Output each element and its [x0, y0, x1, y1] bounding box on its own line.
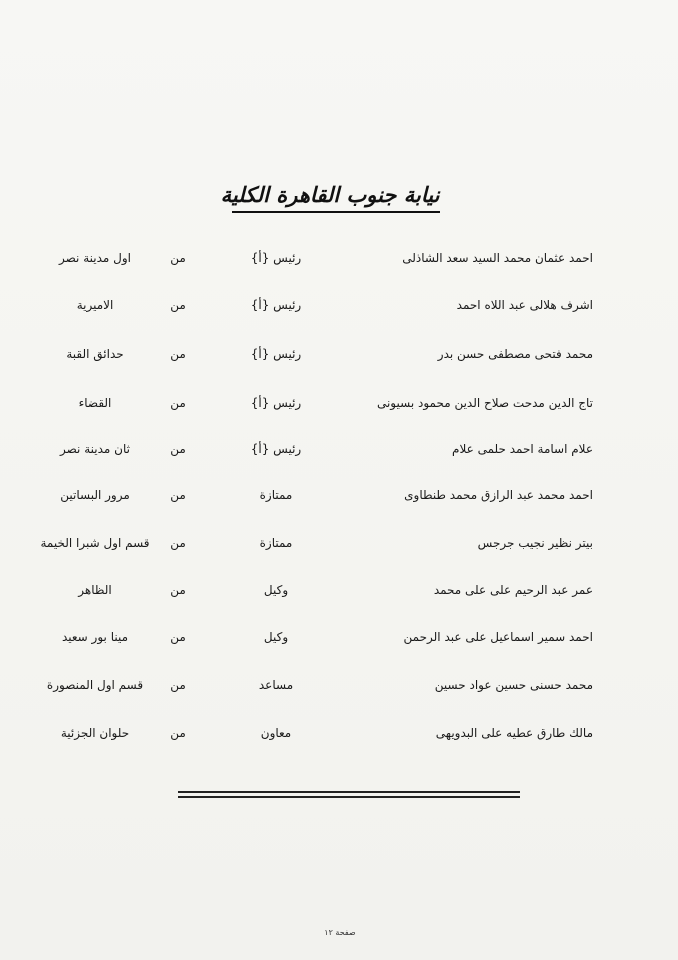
origin-location: القضاء: [78, 396, 112, 410]
person-rank: مساعد: [258, 678, 294, 692]
page-number: صفحة ١٢: [324, 928, 356, 937]
from-label: من: [170, 396, 186, 410]
list-item: [0, 341, 678, 367]
from-label: من: [170, 630, 186, 644]
origin-location: الاميرية: [76, 298, 114, 312]
from-label: من: [170, 442, 186, 456]
from-label: من: [170, 726, 186, 740]
list-item: [0, 672, 678, 698]
origin-location: قسم اول شبرا الخيمة: [40, 536, 150, 550]
origin-location: الظاهر: [78, 583, 112, 597]
list-item: [0, 390, 678, 416]
person-rank: ممتازة: [259, 488, 293, 502]
list-item: [0, 624, 678, 650]
origin-location: حلوان الجزئية: [60, 726, 130, 740]
origin-location: حدائق القبة: [66, 347, 124, 361]
from-label: من: [170, 347, 186, 361]
list-item: [0, 482, 678, 508]
person-name: محمد فتحى مصطفى حسن بدر: [437, 347, 593, 361]
person-rank: رئيس {أ}: [250, 251, 302, 265]
from-label: من: [170, 298, 186, 312]
origin-location: اول مدينة نصر: [59, 251, 131, 265]
person-name: محمد حسنى حسين عواد حسين: [434, 678, 593, 692]
from-label: من: [170, 251, 186, 265]
person-name: تاج الدين مدحت صلاح الدين محمود بسيونى: [376, 396, 593, 410]
origin-location: مرور البساتين: [60, 488, 130, 502]
list-item: [0, 245, 678, 271]
person-name: علام اسامة احمد حلمى علام: [452, 442, 593, 456]
person-name: احمد عثمان محمد السيد سعد الشاذلى: [402, 251, 593, 265]
page-title: نيابة جنوب القاهرة الكلية: [220, 183, 440, 207]
list-item: [0, 530, 678, 556]
origin-location: قسم اول المنصورة: [46, 678, 144, 692]
list-item: [0, 436, 678, 462]
person-rank: رئيس {أ}: [250, 347, 302, 361]
from-label: من: [170, 488, 186, 502]
list-item: [0, 577, 678, 603]
person-rank: وكيل: [263, 583, 289, 597]
person-rank: ممتازة: [259, 536, 293, 550]
person-rank: معاون: [260, 726, 292, 740]
person-name: احمد سمير اسماعيل على عبد الرحمن: [403, 630, 593, 644]
person-name: بيتر نظير نجيب جرجس: [477, 536, 593, 550]
person-name: عمر عبد الرحيم على على محمد: [433, 583, 593, 597]
from-label: من: [170, 536, 186, 550]
origin-location: مينا بور سعيد: [61, 630, 129, 644]
from-label: من: [170, 583, 186, 597]
person-name: احمد محمد عبد الرازق محمد طنطاوى: [404, 488, 593, 502]
person-name: مالك طارق عطيه على البدويهى: [435, 726, 593, 740]
from-label: من: [170, 678, 186, 692]
person-rank: رئيس {أ}: [250, 298, 302, 312]
title-underline: [232, 211, 440, 213]
end-of-list-divider: [178, 791, 520, 801]
person-rank: رئيس {أ}: [250, 442, 302, 456]
list-item: [0, 720, 678, 746]
list-item: [0, 292, 678, 318]
person-rank: رئيس {أ}: [250, 396, 302, 410]
origin-location: ثان مدينة نصر: [60, 442, 130, 456]
person-rank: وكيل: [263, 630, 289, 644]
person-name: اشرف هلالى عبد اللاه احمد: [456, 298, 593, 312]
